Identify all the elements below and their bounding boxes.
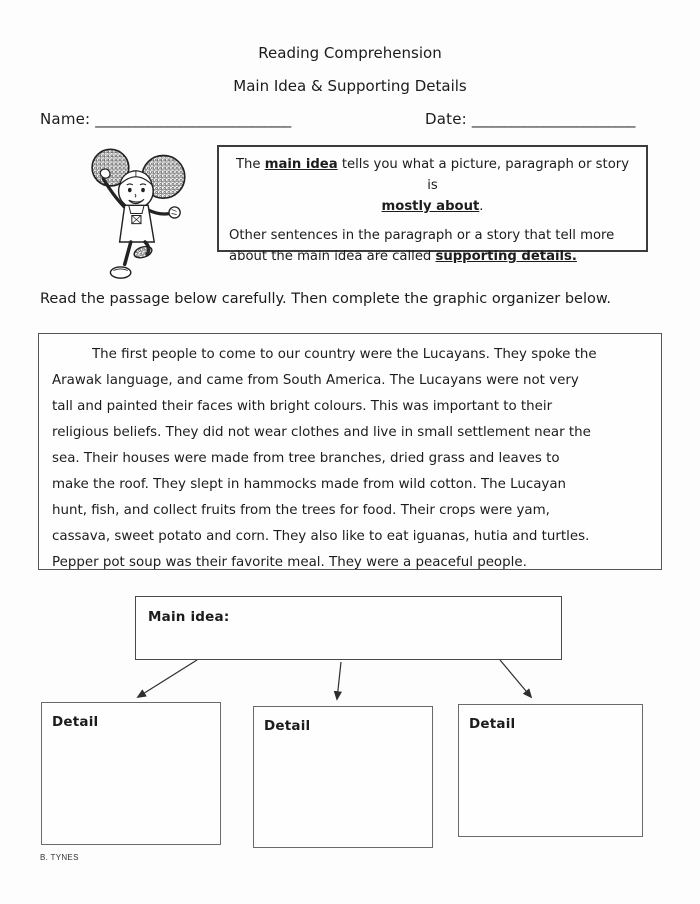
passage-line: sea. Their houses were made from tree branches, dried grass and leaves to	[52, 451, 560, 466]
main-idea-term: main idea	[264, 157, 338, 172]
passage-line: hunt, fish, and collect fruits from the trees for food. Their crops were yam,	[52, 503, 550, 518]
passage-box	[38, 333, 662, 570]
date-line	[425, 110, 634, 128]
main-idea-label: Main idea:	[148, 609, 230, 625]
passage-line: cassava, sweet potato and corn. They also like to eat iguanas, hutia and turtles.	[52, 529, 590, 544]
date-blank-field[interactable]: _________________________	[471, 110, 635, 128]
definition-line-3: Other sentences in the paragraph or a story that tell more about the main idea are called supporting details.	[229, 228, 615, 264]
detail-answer-box-2[interactable]	[253, 706, 433, 848]
passage-line: The first people to come to our country were the Lucayans. They spoke the	[92, 347, 597, 362]
name-line	[40, 110, 290, 128]
passage-line: Arawak language, and came from South America. The Lucayans were not very	[52, 373, 579, 388]
passage-line: religious beliefs. They did not wear clothes and live in small settlement near the	[52, 425, 591, 440]
definition-box	[217, 145, 648, 264]
page-subtitle: Main Idea & Supporting Details	[233, 77, 467, 95]
definition-line-2: mostly about.	[381, 199, 484, 214]
main-idea-answer-box[interactable]	[135, 596, 562, 660]
detail-label-2: Detail	[264, 718, 311, 734]
passage-line: tall and painted their faces with bright colours. This was important to their	[52, 399, 553, 414]
author-credit: B. TYNES	[40, 853, 79, 862]
detail-label-3: Detail	[469, 716, 516, 732]
arrow-to-detail-2	[337, 662, 341, 699]
detail-answer-box-3[interactable]	[458, 704, 643, 837]
passage-line: Pepper pot soup was their favorite meal. They were a peaceful people.	[52, 555, 527, 570]
mostly-about-term: mostly about	[381, 199, 480, 214]
date-label: Date:	[425, 110, 467, 128]
organizer-arrows	[0, 655, 700, 707]
detail-answer-box-1[interactable]	[41, 702, 221, 845]
detail-label-1: Detail	[52, 714, 99, 730]
name-label: Name:	[40, 110, 91, 128]
passage-line: make the roof. They slept in hammocks made from wild cotton. The Lucayan	[52, 477, 567, 492]
name-blank-field[interactable]: ______________________________	[95, 110, 291, 128]
girl-clipart-image	[86, 146, 198, 284]
instruction-text: Read the passage below carefully. Then complete the graphic organizer below.	[40, 291, 611, 307]
arrow-to-detail-3	[500, 660, 531, 697]
definition-line-1: The main idea tells you what a picture, paragraph or story is	[235, 157, 630, 193]
page-title: Reading Comprehension	[258, 44, 442, 62]
arrow-to-detail-1	[138, 660, 197, 697]
supporting-details-term: supporting details.	[435, 249, 577, 264]
